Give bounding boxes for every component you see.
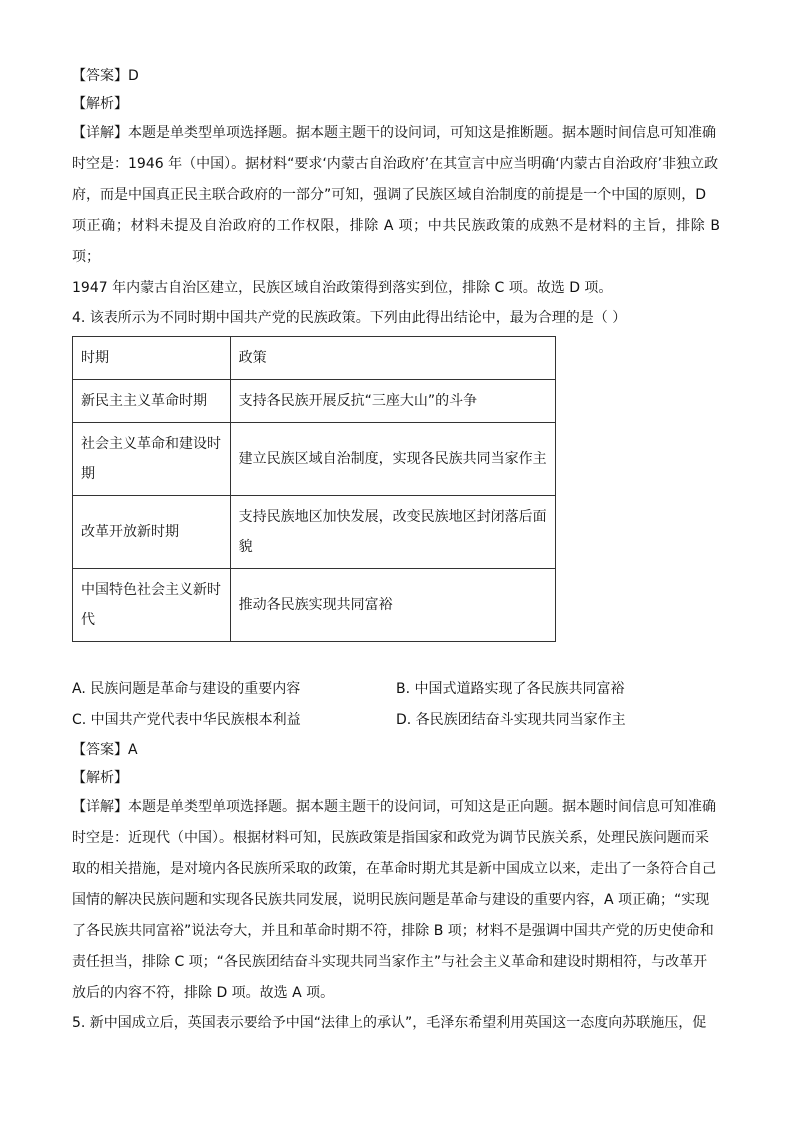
table-cell: 支持各民族开展反抗“三座大山”的斗争 [230, 380, 555, 423]
table-cell: 中国特色社会主义新时代 [73, 569, 231, 642]
detail-line: 【详解】本题是单类型单项选择题。据本题主题干的设问词，可知这是推断题。据本题时间信息可知准确 [72, 125, 716, 141]
detail-line: 责任担当，排除 C 项；“各民族团结奋斗实现共同当家作主”与社会主义革命和建设时期相符，与改革开 [72, 954, 708, 970]
detail-line: 时空是：近现代（中国）。根据材料可知，民族政策是指国家和政党为调节民族关系，处理民族问题而采 [72, 830, 709, 846]
table-row [73, 380, 556, 423]
analysis-label: 【解析】 [72, 770, 128, 786]
detail-line: 放后的内容不符，排除 D 项。故选 A 项。 [72, 985, 335, 1001]
detail-line: 国情的解决民族问题和实现各民族共同发展，说明民族问题是革命与建设的重要内容，A 项正确；“实现 [72, 892, 710, 908]
detail-line: 项正确；材料未提及自治政府的工作权限，排除 A 项；中共民族政策的成熟不是材料的主旨，排除 B 项； [72, 218, 720, 265]
table-cell: 支持民族地区加快发展，改变民族地区封闭落后面貌 [230, 496, 555, 569]
option-a: A. 民族问题是革命与建设的重要内容 [72, 681, 301, 697]
detail-line: 府，而是中国真正民主联合政府的一部分”可知，强调了民族区域自治制度的前提是一个中国的原则，D [72, 187, 707, 203]
detail-line: 了各民族共同富裕”说法夸大，并且和革命时期不符，排除 B 项；材料不是强调中国共产党的历史使命和 [72, 923, 714, 939]
options-row [72, 674, 720, 705]
policy-table [72, 336, 556, 642]
table-row [73, 423, 556, 496]
option-b: B. 中国式道路实现了各民族共同富裕 [396, 681, 625, 697]
table-cell: 推动各民族实现共同富裕 [230, 569, 555, 642]
question-5-stem: 5. 新中国成立后，英国表示要给予中国“法律上的承认”，毛泽东希望利用英国这一态度向苏联施压，促 [72, 1015, 707, 1031]
detail-line: 【详解】本题是单类型单项选择题。据本题主题干的设问词，可知这是正向题。据本题时间信息可知准确 [72, 799, 716, 815]
detail-paragraph [72, 792, 720, 1009]
table-row [73, 496, 556, 569]
detail-line: 取的相关措施，是对境内各民族所采取的政策，在革命时期尤其是新中国成立以来，走出了一条符合自己 [72, 861, 716, 877]
table-row [73, 569, 556, 642]
option-c: C. 中国共产党代表中华民族根本利益 [72, 712, 301, 728]
detail-paragraph [72, 118, 720, 304]
table-header-row [73, 337, 556, 380]
table-cell: 改革开放新时期 [73, 496, 231, 569]
answer-options [72, 674, 720, 736]
table-cell: 社会主义革命和建设时期 [73, 423, 231, 496]
detail-line: 时空是：1946 年（中国）。据材料“要求‘内蒙古自治政府’在其宣言中应当明确‘内蒙古自治政府’非独立政 [72, 156, 719, 172]
table-header-cell: 时期 [73, 337, 231, 380]
table-header-cell: 政策 [230, 337, 555, 380]
detail-line: 1947 年内蒙古自治区建立，民族区域自治政策得到落实到位，排除 C 项。故选 D 项。 [72, 280, 613, 296]
answer-line: 【答案】D [72, 68, 139, 84]
document-content [72, 62, 720, 1037]
answer-line: 【答案】A [72, 742, 138, 758]
table-cell: 建立民族区域自治制度，实现各民族共同当家作主 [230, 423, 555, 496]
options-row [72, 705, 720, 736]
table-cell: 新民主主义革命时期 [73, 380, 231, 423]
option-d: D. 各民族团结奋斗实现共同当家作主 [396, 712, 626, 728]
analysis-label: 【解析】 [72, 96, 128, 112]
question-4-stem: 4. 该表所示为不同时期中国共产党的民族政策。下列由此得出结论中，最为合理的是（ ） [72, 310, 627, 326]
